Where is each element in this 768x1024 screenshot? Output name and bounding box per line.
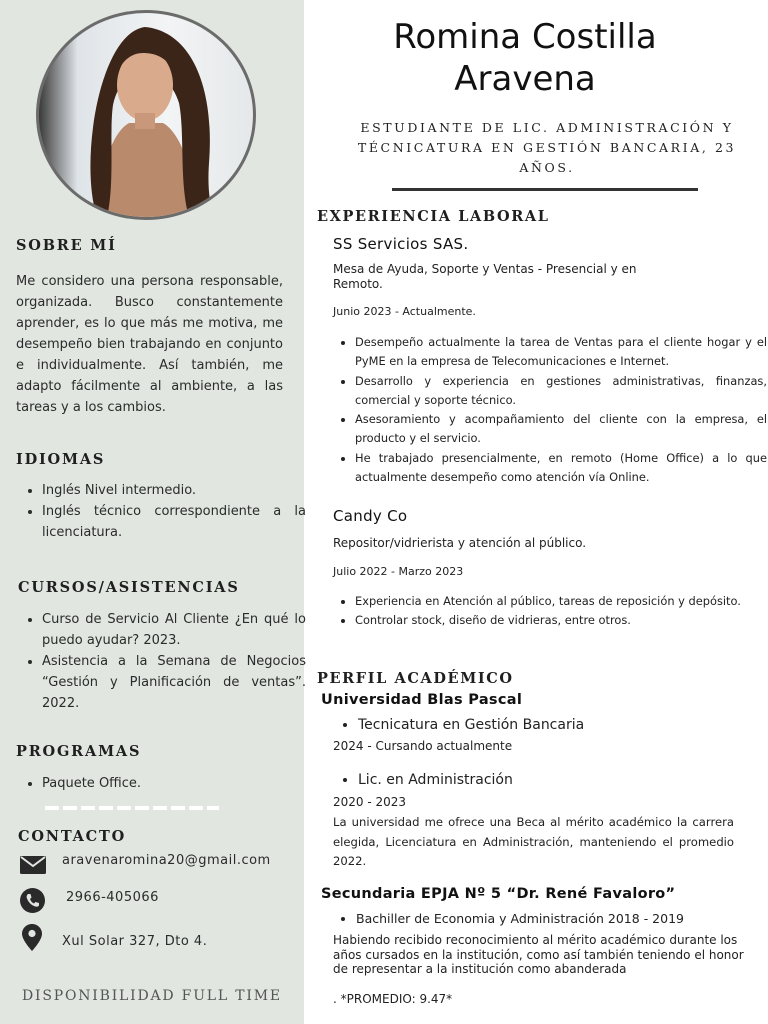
degree-date: 2020 - 2023 bbox=[333, 795, 407, 809]
languages-list bbox=[16, 480, 306, 543]
envelope-icon bbox=[20, 856, 46, 874]
programs-list bbox=[16, 773, 306, 794]
languages-title: IDIOMAS bbox=[16, 451, 106, 468]
profile-photo bbox=[36, 10, 256, 220]
list-item: • Asistencia a la Semana de Negocios “Gestión y Planificación de ventas”. 2022. bbox=[42, 651, 306, 714]
list-item: • Desarrollo y experiencia en gestiones administrativas, finanzas, comercial y soporte técnico. bbox=[355, 372, 767, 411]
average-text: . *PROMEDIO: 9.47* bbox=[333, 992, 453, 1006]
phone-text[interactable]: 2966-405066 bbox=[66, 890, 159, 905]
availability-text: DISPONIBILIDAD FULL TIME bbox=[22, 988, 282, 1004]
phone-icon bbox=[20, 888, 45, 913]
job-role: Mesa de Ayuda, Soporte y Ventas - Presencial y en Remoto. bbox=[333, 262, 637, 291]
list-item: • Lic. en Administración bbox=[358, 772, 513, 788]
about-text: Me considero una persona responsable, organizada. Busco constantemente aprender, es lo que más me motiva, me desempeño bien trabajando en conjunto e individualmente. Así también, me adapto fácilmente al ambiente, a las tareas y a los cambios. bbox=[16, 274, 283, 415]
list-item: • Bachiller de Economia y Administración 2018 - 2019 bbox=[356, 911, 684, 926]
list-item: • He trabajado presencialmente, en remoto (Home Office) a lo que actualmente desempeño como atención vía Online. bbox=[355, 449, 767, 488]
email-text[interactable]: aravenaromina20@gmail.com bbox=[62, 853, 271, 868]
about-title: SOBRE MÍ bbox=[16, 237, 117, 254]
list-item: • Controlar stock, diseño de vidrieras, entre otros. bbox=[355, 611, 767, 630]
secondary-school-name: Secundaria EPJA Nº 5 “Dr. René Favaloro” bbox=[321, 886, 676, 902]
list-item: • Inglés Nivel intermedio. bbox=[42, 480, 306, 501]
job-date: Junio 2023 - Actualmente. bbox=[333, 305, 476, 318]
degree-list bbox=[334, 772, 513, 788]
location-pin-icon bbox=[22, 924, 42, 951]
dashed-divider bbox=[45, 806, 219, 810]
contact-title: CONTACTO bbox=[18, 828, 127, 845]
subtitle: ESTUDIANTE DE LIC. ADMINISTRACIÓN Y TÉCNICATURA EN GESTIÓN BANCARIA, 23 AÑOS. bbox=[357, 120, 737, 175]
address-text: Xul Solar 327, Dto 4. bbox=[62, 934, 208, 949]
list-item: • Curso de Servicio Al Cliente ¿En qué lo puedo ayudar? 2023. bbox=[42, 609, 306, 651]
degree-list bbox=[334, 717, 584, 733]
degree-date: 2024 - Cursando actualmente bbox=[333, 739, 513, 753]
name-line-2: Aravena bbox=[454, 59, 596, 99]
scholarship-note: La universidad me ofrece una Beca al mérito académico la carrera elegida, Licenciatura en Administración, manteniendo el promedio 2022. bbox=[333, 815, 734, 868]
list-item: • Inglés técnico correspondiente a la licenciatura. bbox=[42, 501, 306, 543]
person-portrait-icon bbox=[39, 13, 253, 217]
honor-note: Habiendo recibido reconocimiento al mérito académico durante los años cursados en la institución, como así también teniendo el honor de representar a la institución como abanderada bbox=[333, 933, 744, 976]
list-item: • Asesoramiento y acompañamiento del cliente con la empresa, el producto y el servicio. bbox=[355, 410, 767, 449]
list-item: • Paquete Office. bbox=[42, 773, 306, 794]
list-item: • Experiencia en Atención al público, tareas de reposición y depósito. bbox=[355, 592, 767, 611]
job-date: Julio 2022 - Marzo 2023 bbox=[333, 565, 464, 578]
programs-title: PROGRAMAS bbox=[16, 743, 142, 760]
courses-title: CURSOS/ASISTENCIAS bbox=[18, 579, 240, 596]
degree-list bbox=[334, 911, 684, 926]
courses-list bbox=[16, 609, 306, 714]
name-line-1: Romina Costilla bbox=[393, 17, 657, 57]
job-duties-list bbox=[333, 592, 767, 631]
job-duties-list bbox=[333, 333, 767, 487]
full-name bbox=[360, 16, 690, 100]
header-divider bbox=[392, 188, 698, 191]
academic-title: PERFIL ACADÉMICO bbox=[317, 670, 514, 687]
company-name: SS Servicios SAS. bbox=[333, 235, 469, 253]
job-role: Repositor/vidrierista y atención al público. bbox=[333, 536, 587, 550]
university-name: Universidad Blas Pascal bbox=[321, 692, 523, 708]
list-item: • Tecnicatura en Gestión Bancaria bbox=[358, 717, 584, 733]
sidebar bbox=[0, 0, 304, 1024]
list-item: • Desempeño actualmente la tarea de Ventas para el cliente hogar y el PyME en la empresa de Telecomunicaciones e Internet. bbox=[355, 333, 767, 372]
company-name: Candy Co bbox=[333, 507, 408, 525]
experience-title: EXPERIENCIA LABORAL bbox=[317, 208, 550, 225]
